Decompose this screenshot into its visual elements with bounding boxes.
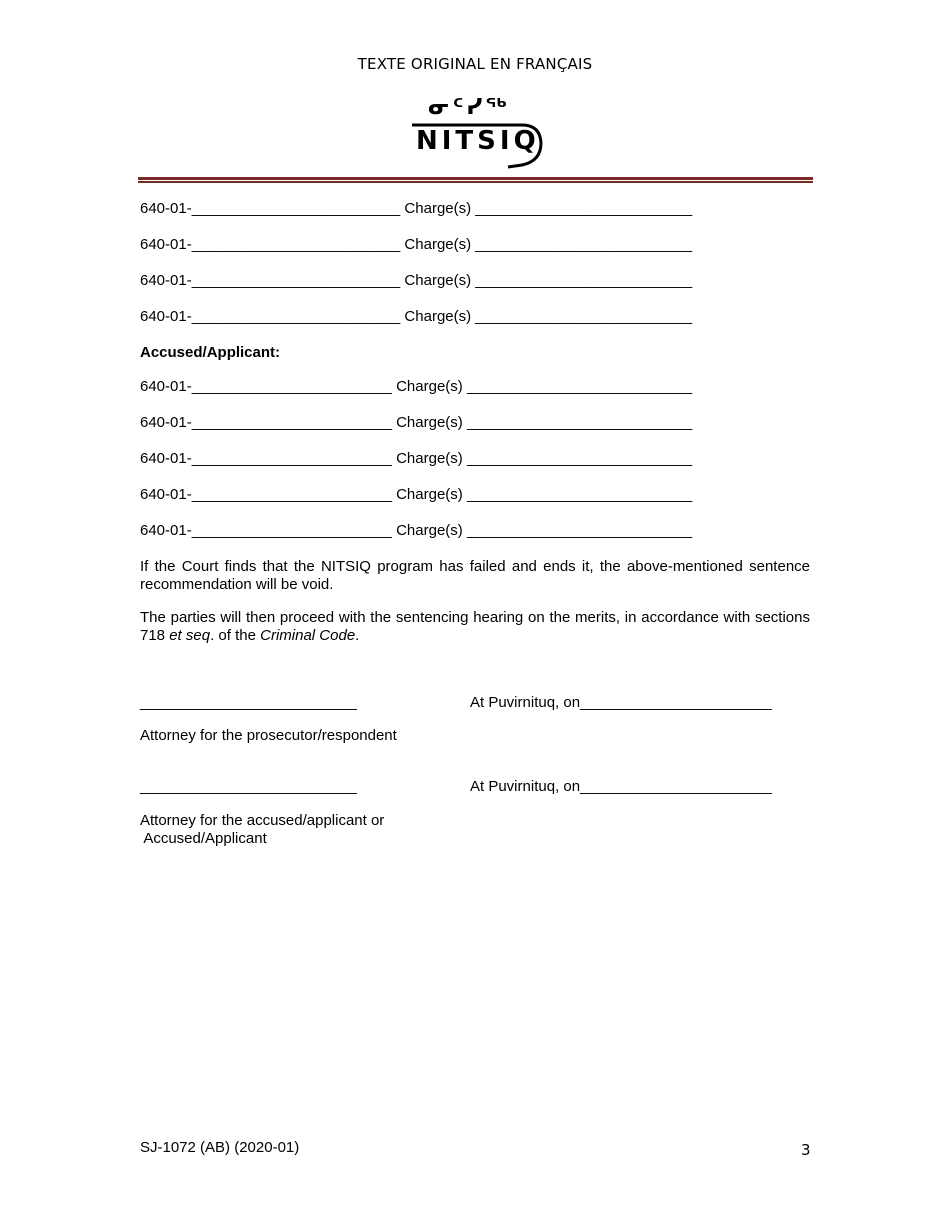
prosecutor-file-line[interactable]: 640-01-_________________________ Charge(s) __________________________ bbox=[140, 308, 693, 325]
et-seq-italic: et seq bbox=[169, 627, 211, 644]
prosecutor-place-date-field[interactable]: At Puvirnituq, on_______________________ bbox=[470, 694, 772, 711]
logo-wordmark: NITSIQ bbox=[416, 126, 540, 156]
prosecutor-signature-line[interactable]: __________________________ bbox=[140, 694, 357, 711]
hearing-text: The parties will then proceed with the sentencing hearing on the merits, in accordance with sections 718 bbox=[140, 609, 810, 644]
logo-syllabics: ᓂᑦᓯᖅ bbox=[428, 95, 511, 120]
nitsiq-logo bbox=[410, 95, 545, 170]
prosecutor-file-line[interactable]: 640-01-_________________________ Charge(s) __________________________ bbox=[140, 236, 693, 253]
void-recommendation-paragraph: If the Court finds that the NITSIQ program has failed and ends it, the above-mentioned sentence recommendation will be void. bbox=[140, 558, 810, 593]
header-rule-thick bbox=[138, 177, 813, 180]
accused-signature-role-cont: Accused/Applicant bbox=[140, 830, 267, 847]
accused-signature-role: Attorney for the accused/applicant or bbox=[140, 812, 385, 829]
accused-signature-line[interactable]: __________________________ bbox=[140, 778, 357, 795]
form-code: SJ-1072 (AB) (2020-01) bbox=[140, 1139, 300, 1156]
prosecutor-signature-role: Attorney for the prosecutor/respondent bbox=[140, 727, 397, 744]
accused-file-line[interactable]: 640-01-________________________ Charge(s) ___________________________ bbox=[140, 522, 693, 539]
prosecutor-file-line[interactable]: 640-01-_________________________ Charge(s) __________________________ bbox=[140, 200, 693, 217]
hearing-text: . of the bbox=[210, 627, 261, 644]
criminal-code-italic: Criminal Code bbox=[260, 627, 356, 644]
accused-file-line[interactable]: 640-01-________________________ Charge(s) ___________________________ bbox=[140, 378, 693, 395]
prosecutor-file-line[interactable]: 640-01-_________________________ Charge(s) __________________________ bbox=[140, 272, 693, 289]
sentencing-hearing-paragraph bbox=[140, 609, 810, 645]
accused-applicant-heading: Accused/Applicant: bbox=[140, 344, 281, 361]
header-rule-thin bbox=[138, 181, 813, 183]
original-text-note: TEXTE ORIGINAL EN FRANÇAIS bbox=[357, 55, 593, 73]
hearing-text: . bbox=[355, 627, 360, 644]
accused-file-line[interactable]: 640-01-________________________ Charge(s) ___________________________ bbox=[140, 450, 693, 467]
accused-file-line[interactable]: 640-01-________________________ Charge(s) ___________________________ bbox=[140, 414, 693, 431]
accused-file-line[interactable]: 640-01-________________________ Charge(s) ___________________________ bbox=[140, 486, 693, 503]
accused-place-date-field[interactable]: At Puvirnituq, on_______________________ bbox=[470, 778, 772, 795]
page-number: 3 bbox=[801, 1141, 811, 1159]
